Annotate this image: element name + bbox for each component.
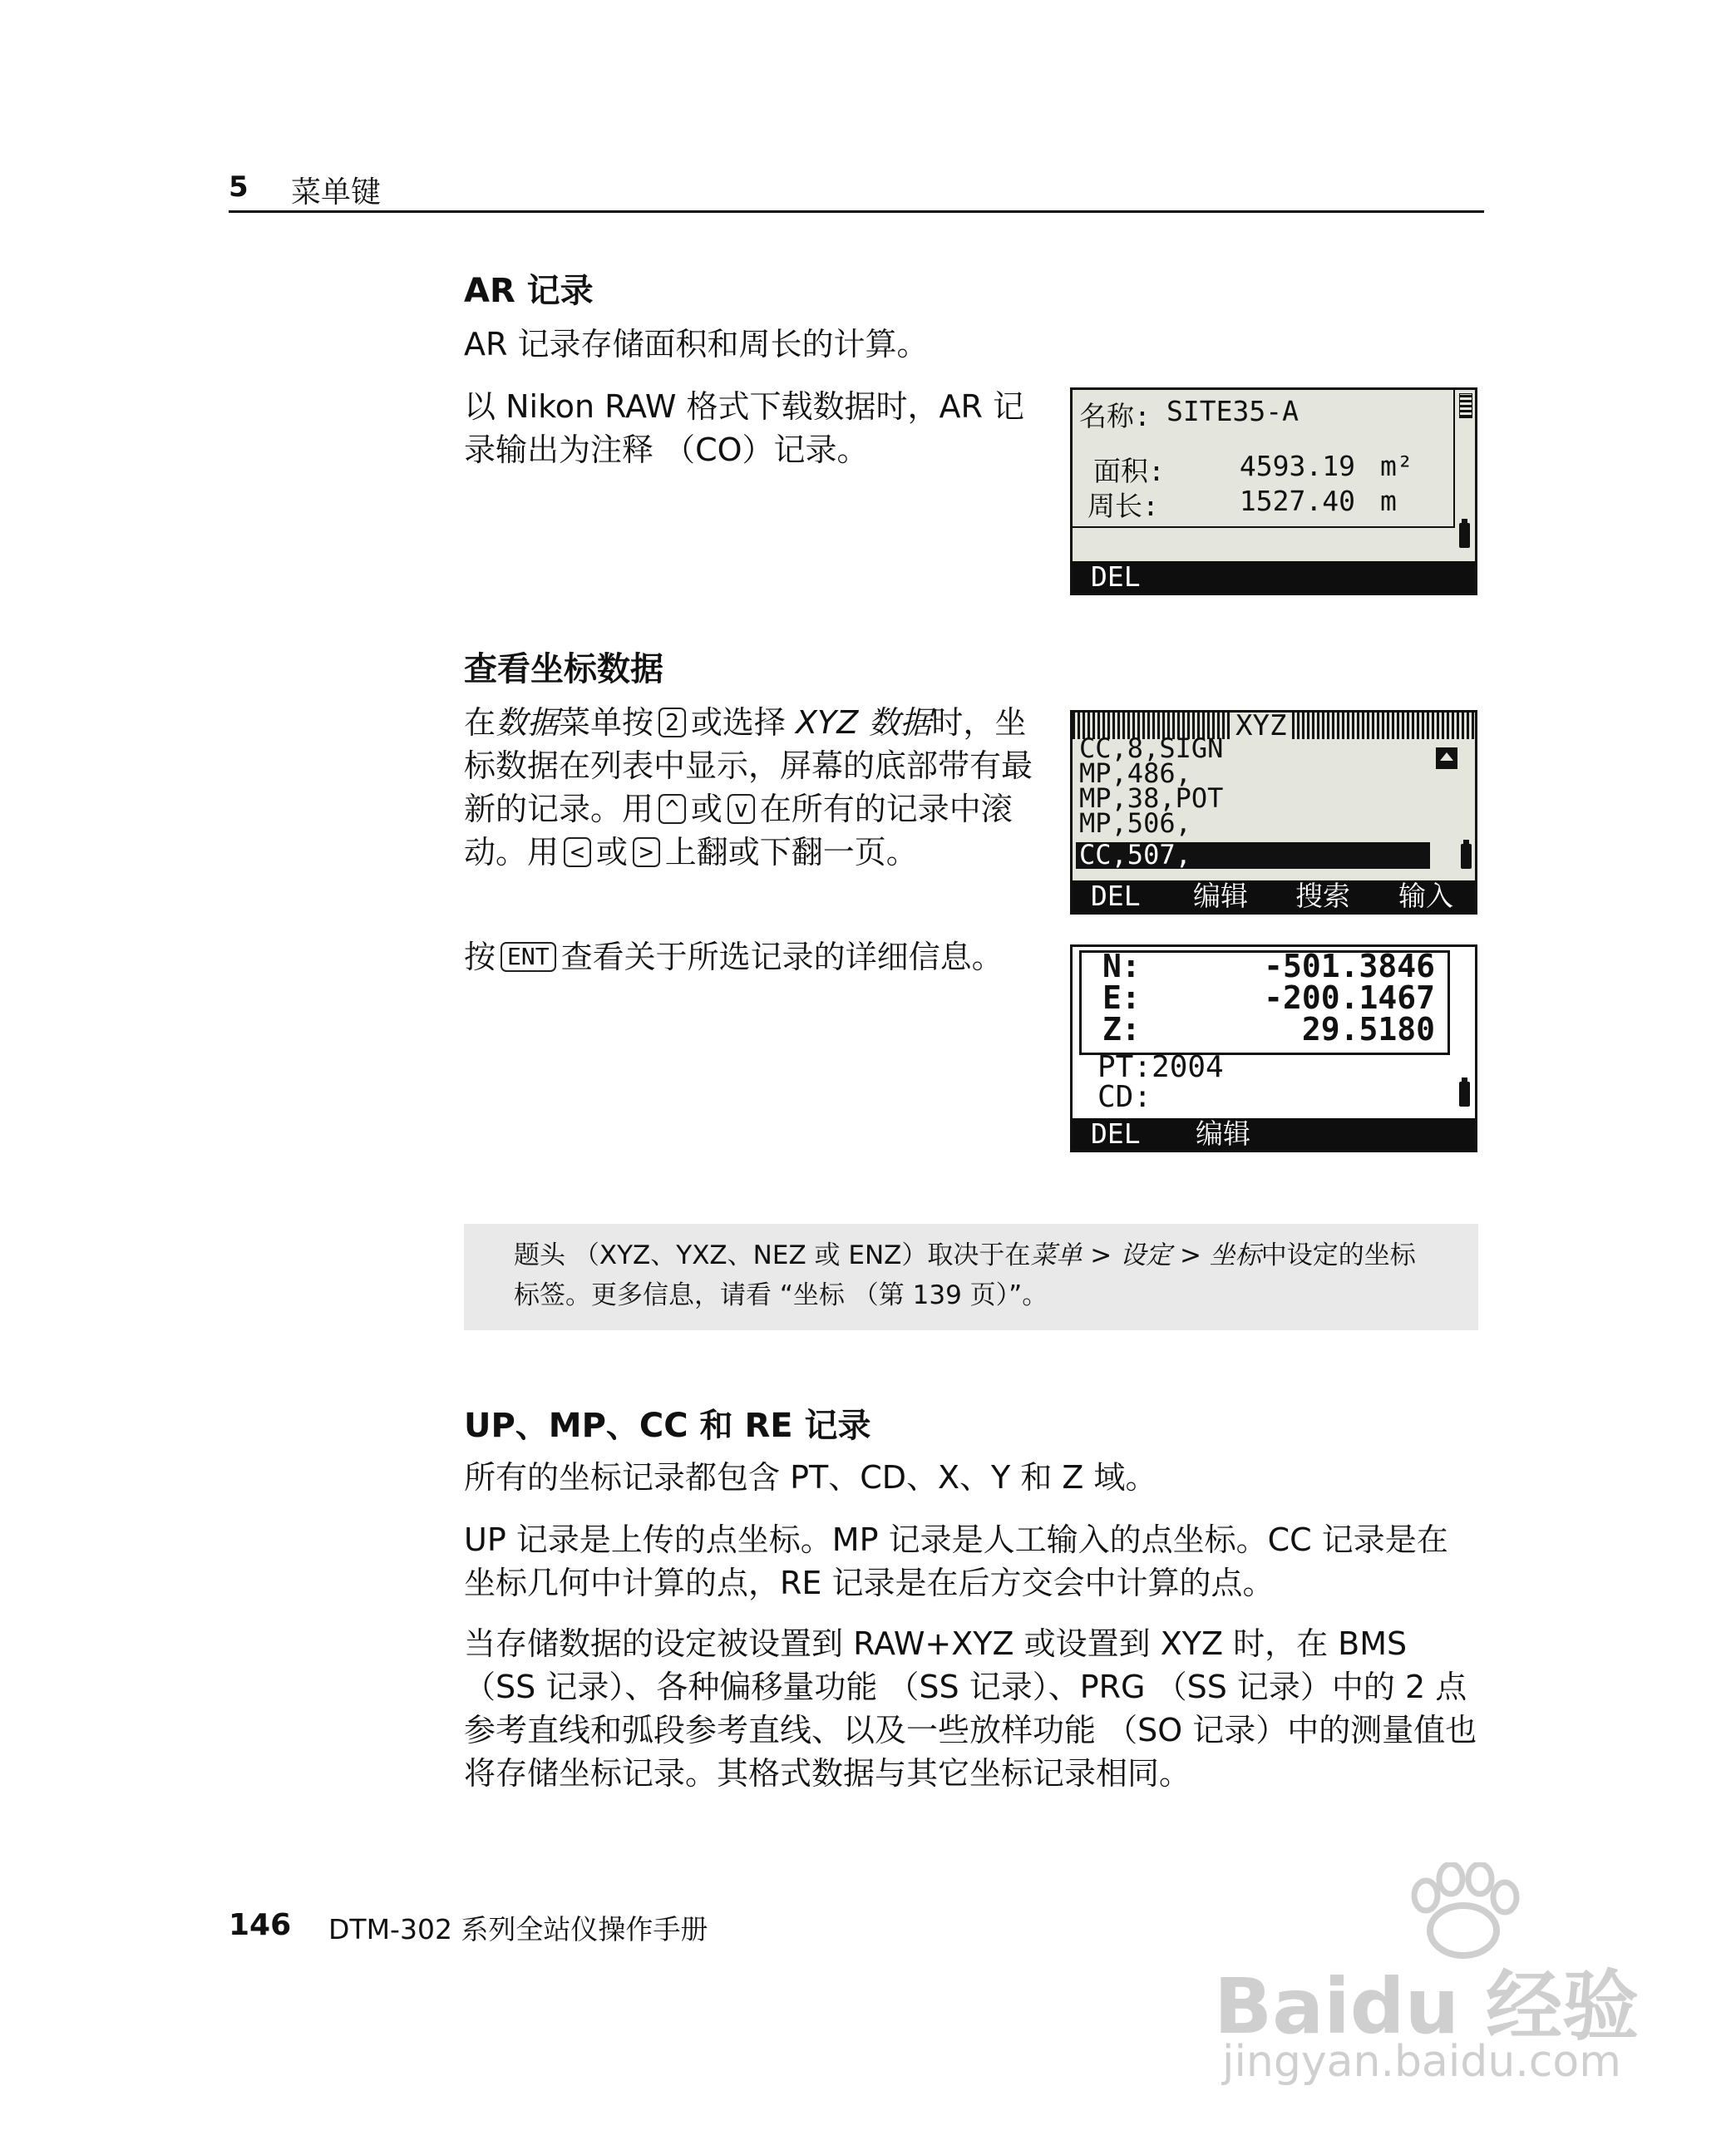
ar-perimeter-value: 1527.40 <box>1239 485 1355 517</box>
n-value: -501.3846 <box>1264 948 1435 984</box>
coord-para1: 在数据菜单按 2 或选择 XYZ 数据时，坐标数据在列表中显示，屏幕的底部带有最新的记录。用 ^ 或 v 在所有的记录中滚动。用 < 或 > 上翻或下翻一页。 <box>464 704 1033 870</box>
softkey-del[interactable]: DEL <box>1091 880 1141 912</box>
manual-title: DTM-302 系列全站仪操作手册 <box>328 1913 708 1945</box>
coord-para2: 按 ENT 查看关于所选记录的详细信息。 <box>464 939 1004 975</box>
up-para3: 当存储数据的设定被设置到 RAW+XYZ 或设置到 XYZ 时，在 BMS （SS 记录）、各种偏移量功能 （SS 记录）、PRG （SS 记录）中的 2 点参考直线和弧段参考直线、以及一些放样功能 （SO 记录）中的测量值也将存储坐标记录。其格式数据与其它坐标记录相同。 <box>464 1625 1477 1792</box>
baidu-watermark <box>1214 1862 1679 2112</box>
header-rule <box>229 210 1484 213</box>
page-number: 146 <box>229 1908 292 1942</box>
scroll-up-icon <box>1436 747 1457 769</box>
softkey-del[interactable]: DEL <box>1091 1117 1141 1150</box>
z-value: 29.5180 <box>1301 1011 1435 1048</box>
key-up: ^ <box>658 794 686 824</box>
xyz-data-ref: XYZ 数据 <box>796 704 932 741</box>
scroll-indicator-icon <box>1459 393 1472 418</box>
n-label: N: <box>1102 948 1141 984</box>
menu-data-ref: 数据 <box>496 704 560 741</box>
up-heading: UP、MP、CC 和 RE 记录 <box>464 1407 871 1445</box>
chapter-title: 菜单键 <box>291 175 382 210</box>
note-text: 题头 （XYZ、YXZ、NEZ 或 ENZ）取决于在菜单 > 设定 > 坐标中设定的坐标标签。更多信息，请看 “坐标 （第 139 页）”。 <box>514 1240 1416 1310</box>
key-right: > <box>633 837 660 867</box>
battery-icon <box>1459 1082 1470 1107</box>
ar-softkey-bar <box>1073 561 1475 593</box>
watermark-brand: Baidu 经验 <box>1214 1962 1640 2051</box>
watermark-url: jingyan.baidu.com <box>1222 2037 1621 2087</box>
softkey-search[interactable]: 搜索 <box>1295 880 1350 912</box>
e-value: -200.1467 <box>1264 979 1435 1016</box>
battery-icon <box>1459 523 1470 548</box>
ar-area-label: 面积: <box>1093 455 1165 487</box>
list-row[interactable]: CC,8,SIGN <box>1079 732 1224 764</box>
z-label: Z: <box>1102 1011 1141 1048</box>
note-box <box>464 1224 1478 1330</box>
cd-line: CD: <box>1097 1080 1152 1114</box>
ar-name-value: SITE35-A <box>1166 395 1299 427</box>
coord-detail-screen <box>1070 944 1477 1152</box>
chapter-number: 5 <box>229 170 249 204</box>
ar-name-label: 名称: <box>1079 400 1151 432</box>
ar-perimeter-unit: m <box>1380 485 1397 517</box>
ar-record-screen <box>1070 387 1477 595</box>
ar-area-unit: m² <box>1380 450 1413 482</box>
softkey-edit[interactable]: 编辑 <box>1196 1117 1250 1150</box>
list-row[interactable]: MP,38,POT <box>1079 782 1224 814</box>
xyz-list-screen <box>1070 710 1477 915</box>
key-2: 2 <box>658 708 686 737</box>
list-row[interactable]: MP,486, <box>1079 757 1191 789</box>
list-title: XYZ <box>1232 710 1290 742</box>
pt-line: PT:2004 <box>1097 1050 1224 1084</box>
softkey-input[interactable]: 输入 <box>1398 880 1453 912</box>
key-down: v <box>727 794 755 824</box>
battery-icon <box>1461 844 1472 869</box>
list-softkey-bar <box>1073 880 1475 912</box>
ar-heading: AR 记录 <box>464 272 594 310</box>
softkey-edit[interactable]: 编辑 <box>1193 880 1248 912</box>
menu-path-ref: 菜单 > 设定 > 坐标 <box>1030 1240 1261 1270</box>
softkey-del[interactable]: DEL <box>1091 560 1141 593</box>
key-left: < <box>564 837 591 867</box>
up-para1: 所有的坐标记录都包含 PT、CD、X、Y 和 Z 域。 <box>464 1459 1157 1496</box>
key-ent: ENT <box>501 942 556 972</box>
list-row-selected[interactable]: CC,507, <box>1079 839 1191 870</box>
e-label: E: <box>1102 979 1141 1016</box>
ar-area-value: 4593.19 <box>1239 450 1355 482</box>
coord-heading: 查看坐标数据 <box>464 650 663 688</box>
detail-softkey-bar <box>1073 1118 1475 1150</box>
list-row[interactable]: MP,506, <box>1079 807 1191 839</box>
ar-para1: AR 记录存储面积和周长的计算。 <box>464 326 929 362</box>
up-para2: UP 记录是上传的点坐标。MP 记录是人工输入的点坐标。CC 记录是在坐标几何中计算的点，RE 记录是在后方交会中计算的点。 <box>464 1521 1448 1601</box>
ar-perimeter-label: 周长: <box>1087 490 1159 522</box>
ar-para2: 以 Nikon RAW 格式下载数据时，AR 记录输出为注释 （CO）记录。 <box>464 388 1025 468</box>
